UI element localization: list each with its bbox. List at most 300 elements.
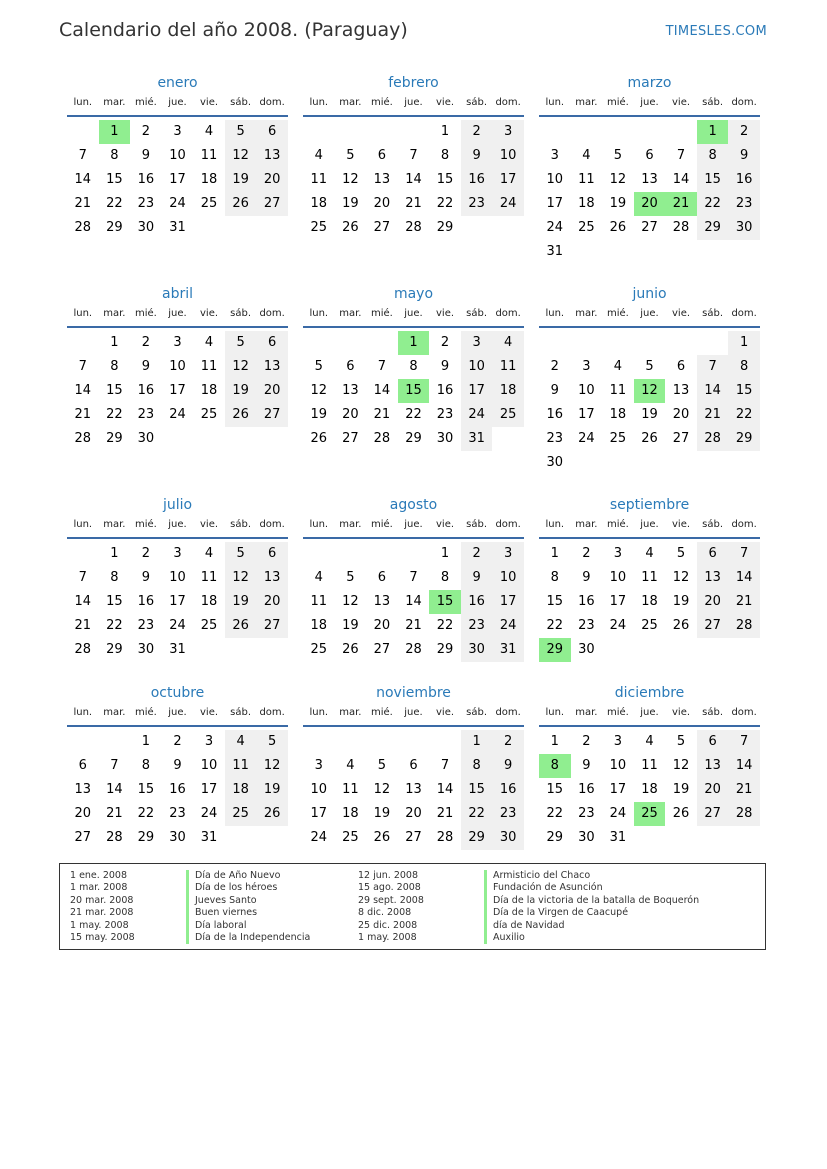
day-cell: 12	[672, 570, 690, 585]
day-cell: 9	[461, 144, 493, 168]
day-cell: 15	[697, 168, 729, 192]
legend-holiday-date: 15 may. 2008	[70, 931, 135, 943]
day-cell: 23	[578, 618, 595, 633]
holiday-day-cell: 25	[634, 802, 666, 826]
day-cell: 15	[546, 594, 564, 609]
holiday-day-cell: 29	[539, 638, 571, 662]
day-cell: 4	[582, 148, 591, 163]
day-cell: 31	[200, 830, 218, 845]
day-cell: 16	[461, 590, 493, 614]
day-cell: 9	[141, 148, 151, 163]
day-cell: 25	[578, 220, 595, 235]
day-cell: 14	[74, 383, 92, 398]
day-cell: 19	[225, 379, 257, 403]
weekday-label: mié.	[606, 519, 629, 530]
legend-holiday-name: día de Navidad	[484, 920, 699, 932]
weekday-header	[67, 93, 288, 117]
day-cell: 28	[373, 431, 391, 446]
day-cell: 14	[728, 754, 760, 778]
day-cell: 22	[106, 618, 123, 633]
weekday-label: lun.	[309, 308, 329, 319]
month-name: julio	[162, 497, 193, 513]
day-cell: 20	[256, 168, 288, 192]
day-cell: 28	[74, 220, 92, 235]
day-cell: 20	[405, 806, 422, 821]
weekday-label: jue.	[404, 308, 423, 319]
day-cell: 21	[697, 403, 729, 427]
day-cell: 27	[256, 614, 288, 638]
day-cell: 22	[436, 196, 454, 211]
weekday-label: dom.	[259, 308, 285, 319]
day-cell: 11	[578, 172, 595, 187]
empty-cell	[335, 331, 367, 355]
day-cell: 14	[373, 383, 391, 398]
day-cell: 19	[342, 196, 359, 211]
day-cell: 4	[645, 734, 654, 749]
day-cell: 7	[377, 359, 387, 374]
day-cell: 26	[310, 431, 328, 446]
weekday-header	[303, 304, 524, 328]
day-cell: 27	[672, 431, 690, 446]
day-cell: 10	[200, 758, 218, 773]
legend-names-right	[484, 870, 699, 944]
day-cell: 21	[373, 407, 391, 422]
legend-dates-right	[358, 870, 424, 944]
weekday-label: mié.	[606, 308, 629, 319]
day-cell: 20	[74, 806, 92, 821]
day-cell: 1	[110, 546, 119, 561]
day-cell: 16	[728, 168, 760, 192]
empty-cell	[303, 730, 335, 754]
day-cell: 28	[74, 431, 92, 446]
day-cell: 7	[78, 570, 87, 585]
day-cell: 27	[405, 830, 422, 845]
day-cell: 12	[609, 172, 627, 187]
weekday-label: vie.	[200, 519, 219, 530]
day-cell: 23	[461, 192, 493, 216]
day-cell: 11	[225, 754, 257, 778]
day-cell: 6	[377, 570, 387, 585]
day-cell: 10	[609, 758, 627, 773]
day-cell: 3	[492, 120, 524, 144]
day-cell: 29	[546, 830, 564, 845]
day-cell: 27	[256, 192, 288, 216]
legend-names-left	[186, 870, 310, 944]
legend-holiday-name: Día de Año Nuevo	[186, 870, 310, 882]
day-cell: 21	[74, 407, 92, 422]
day-cell: 21	[405, 196, 422, 211]
legend-holiday-date: 21 mar. 2008	[70, 907, 134, 919]
day-cell: 9	[141, 359, 151, 374]
weekday-label: mar.	[575, 308, 598, 319]
weekday-label: sáb.	[230, 308, 252, 319]
day-cell: 4	[314, 148, 323, 163]
day-cell: 18	[200, 383, 218, 398]
month-julio	[67, 495, 288, 662]
day-cell: 30	[137, 431, 155, 446]
month-name: mayo	[393, 286, 434, 302]
legend-holiday-name: Día de la victoria de la batalla de Boquerón	[484, 895, 699, 907]
weekday-label: dom.	[731, 308, 757, 319]
day-cell: 21	[728, 590, 760, 614]
empty-cell	[303, 120, 335, 144]
day-cell: 1	[440, 124, 450, 139]
day-cell: 25	[225, 802, 257, 826]
day-cell: 5	[377, 758, 387, 773]
day-cell: 20	[373, 618, 391, 633]
day-cell: 23	[137, 196, 155, 211]
day-cell: 22	[106, 407, 123, 422]
day-cell: 28	[106, 830, 123, 845]
weekday-label: dom.	[495, 308, 521, 319]
weekday-label: dom.	[731, 97, 757, 108]
weekday-label: lun.	[309, 707, 329, 718]
holiday-day-cell: 1	[398, 331, 430, 355]
day-cell: 18	[492, 379, 524, 403]
day-cell: 7	[110, 758, 119, 773]
weekday-label: mar.	[103, 707, 126, 718]
day-cell: 6	[676, 359, 686, 374]
weekday-label: vie.	[672, 519, 691, 530]
day-cell: 9	[728, 144, 760, 168]
day-cell: 10	[609, 570, 627, 585]
day-cell: 23	[546, 431, 564, 446]
day-cell: 27	[373, 220, 391, 235]
day-cell: 12	[225, 566, 257, 590]
day-cell: 19	[256, 778, 288, 802]
weekday-label: jue.	[168, 707, 187, 718]
empty-cell	[697, 331, 729, 355]
day-cell: 22	[405, 407, 422, 422]
day-cell: 23	[137, 618, 155, 633]
day-cell: 14	[697, 379, 729, 403]
day-cell: 30	[728, 216, 760, 240]
day-cell: 14	[74, 172, 92, 187]
empty-cell	[398, 542, 430, 566]
weekday-label: vie.	[436, 97, 455, 108]
day-cell: 6	[256, 331, 288, 355]
day-cell: 24	[310, 830, 328, 845]
day-cell: 11	[342, 782, 359, 797]
day-cell: 19	[672, 782, 690, 797]
day-cell: 10	[546, 172, 564, 187]
day-cell: 23	[492, 802, 524, 826]
day-cell: 1	[461, 730, 493, 754]
day-cell: 29	[436, 642, 454, 657]
weekday-label: jue.	[640, 707, 659, 718]
empty-cell	[67, 542, 99, 566]
month-name: octubre	[150, 685, 205, 701]
holiday-legend	[59, 863, 766, 950]
day-cell: 24	[169, 407, 186, 422]
day-cell: 25	[200, 407, 218, 422]
day-cell: 25	[310, 642, 328, 657]
day-cell: 18	[641, 782, 658, 797]
day-cell: 5	[613, 148, 623, 163]
day-cell: 24	[609, 806, 627, 821]
day-cell: 20	[342, 407, 359, 422]
day-cell: 24	[200, 806, 218, 821]
day-cell: 26	[256, 802, 288, 826]
day-cell: 10	[461, 355, 493, 379]
day-cell: 22	[106, 196, 123, 211]
day-cell: 30	[578, 830, 595, 845]
day-cell: 7	[409, 148, 418, 163]
day-cell: 25	[342, 830, 359, 845]
day-cell: 9	[173, 758, 182, 773]
day-cell: 17	[578, 407, 595, 422]
day-cell: 15	[106, 594, 123, 609]
day-grid	[539, 542, 760, 662]
day-cell: 7	[78, 359, 87, 374]
day-cell: 31	[609, 830, 627, 845]
legend-holiday-date: 1 mar. 2008	[70, 882, 128, 894]
day-cell: 20	[672, 407, 690, 422]
legend-holiday-date: 1 ene. 2008	[70, 870, 127, 881]
legend-holiday-name: Fundación de Asunción	[484, 882, 699, 894]
day-cell: 9	[492, 754, 524, 778]
day-cell: 10	[169, 570, 186, 585]
day-cell: 4	[204, 335, 214, 350]
day-cell: 17	[546, 196, 564, 211]
day-cell: 1	[550, 546, 559, 561]
month-diciembre	[539, 683, 760, 850]
empty-cell	[335, 120, 367, 144]
site-link[interactable]: TIMESLES.COM	[665, 24, 767, 39]
weekday-label: mié.	[370, 519, 393, 530]
day-cell: 30	[578, 642, 595, 657]
day-cell: 26	[225, 192, 257, 216]
day-cell: 2	[141, 335, 151, 350]
weekday-label: lun.	[309, 519, 329, 530]
day-cell: 18	[310, 196, 328, 211]
weekday-label: dom.	[259, 519, 285, 530]
day-cell: 13	[342, 383, 359, 398]
day-grid	[67, 331, 288, 451]
day-cell: 6	[645, 148, 654, 163]
day-cell: 14	[436, 782, 454, 797]
legend-holiday-date: 12 jun. 2008	[358, 870, 419, 881]
empty-cell	[602, 120, 634, 144]
day-cell: 7	[409, 570, 418, 585]
day-cell: 29	[106, 642, 123, 657]
day-cell: 11	[492, 355, 524, 379]
empty-cell	[665, 120, 697, 144]
day-cell: 14	[405, 172, 422, 187]
weekday-label: lun.	[73, 308, 93, 319]
empty-cell	[366, 120, 398, 144]
weekday-label: jue.	[168, 519, 187, 530]
month-mayo	[303, 284, 524, 451]
weekday-header	[67, 515, 288, 539]
day-cell: 16	[578, 782, 595, 797]
weekday-label: vie.	[200, 97, 219, 108]
weekday-label: dom.	[259, 707, 285, 718]
month-enero	[67, 73, 288, 240]
weekday-label: mar.	[575, 97, 598, 108]
day-cell: 2	[550, 359, 559, 374]
day-cell: 28	[728, 802, 760, 826]
weekday-header	[303, 703, 524, 727]
weekday-header	[303, 515, 524, 539]
weekday-label: mar.	[575, 707, 598, 718]
day-cell: 28	[405, 220, 422, 235]
legend-dates-left	[70, 870, 135, 944]
month-name: agosto	[389, 497, 438, 513]
weekday-header	[539, 93, 760, 117]
weekday-header	[303, 93, 524, 117]
day-cell: 27	[373, 642, 391, 657]
day-cell: 10	[310, 782, 328, 797]
day-cell: 26	[342, 220, 359, 235]
day-cell: 2	[492, 730, 524, 754]
month-octubre	[67, 683, 288, 850]
weekday-label: jue.	[404, 519, 423, 530]
day-cell: 2	[173, 734, 182, 749]
day-cell: 19	[672, 594, 690, 609]
weekday-label: dom.	[731, 519, 757, 530]
weekday-label: lun.	[545, 707, 565, 718]
empty-cell	[571, 120, 603, 144]
empty-cell	[335, 730, 367, 754]
weekday-header	[539, 515, 760, 539]
day-cell: 11	[200, 148, 218, 163]
day-cell: 9	[461, 566, 493, 590]
empty-cell	[539, 331, 571, 355]
day-cell: 6	[697, 542, 729, 566]
day-cell: 18	[578, 196, 595, 211]
weekday-label: mar.	[575, 519, 598, 530]
weekday-header	[539, 304, 760, 328]
day-grid	[67, 542, 288, 662]
day-cell: 23	[137, 407, 155, 422]
weekday-label: mié.	[134, 308, 157, 319]
weekday-label: sáb.	[466, 519, 488, 530]
weekday-header	[539, 703, 760, 727]
day-cell: 16	[461, 168, 493, 192]
day-cell: 17	[169, 594, 186, 609]
day-cell: 1	[728, 331, 760, 355]
day-cell: 24	[492, 614, 524, 638]
holiday-day-cell: 21	[665, 192, 697, 216]
day-cell: 28	[672, 220, 690, 235]
legend-holiday-name: Día de los héroes	[186, 882, 310, 894]
day-cell: 11	[310, 594, 328, 609]
day-cell: 30	[436, 431, 454, 446]
weekday-label: mié.	[134, 97, 157, 108]
day-cell: 3	[550, 148, 559, 163]
day-cell: 24	[578, 431, 595, 446]
day-cell: 13	[256, 144, 288, 168]
weekday-label: mar.	[103, 308, 126, 319]
day-cell: 17	[609, 594, 627, 609]
day-cell: 21	[728, 778, 760, 802]
day-cell: 22	[461, 802, 493, 826]
day-cell: 25	[200, 618, 218, 633]
day-cell: 10	[578, 383, 595, 398]
day-cell: 12	[256, 754, 288, 778]
legend-holiday-name: Día de la Virgen de Caacupé	[484, 907, 699, 919]
weekday-label: vie.	[672, 308, 691, 319]
empty-cell	[67, 120, 99, 144]
weekday-label: mié.	[606, 97, 629, 108]
day-cell: 21	[74, 196, 92, 211]
day-cell: 18	[310, 618, 328, 633]
day-cell: 16	[436, 383, 454, 398]
empty-cell	[571, 331, 603, 355]
day-cell: 30	[137, 220, 155, 235]
day-cell: 10	[169, 359, 186, 374]
holiday-day-cell: 8	[539, 754, 571, 778]
weekday-label: mar.	[103, 97, 126, 108]
day-cell: 17	[200, 782, 218, 797]
day-cell: 30	[461, 638, 493, 662]
day-cell: 5	[645, 359, 654, 374]
day-cell: 17	[310, 806, 328, 821]
empty-cell	[335, 542, 367, 566]
day-cell: 18	[225, 778, 257, 802]
day-cell: 16	[169, 782, 186, 797]
day-cell: 20	[697, 590, 729, 614]
day-cell: 25	[310, 220, 328, 235]
day-cell: 13	[256, 566, 288, 590]
weekday-label: mié.	[134, 707, 157, 718]
holiday-day-cell: 15	[398, 379, 430, 403]
day-cell: 4	[204, 546, 214, 561]
day-cell: 8	[550, 570, 559, 585]
day-cell: 13	[373, 594, 391, 609]
day-cell: 15	[728, 379, 760, 403]
day-cell: 15	[436, 172, 454, 187]
weekday-label: sáb.	[466, 707, 488, 718]
day-cell: 15	[546, 782, 564, 797]
day-cell: 13	[256, 355, 288, 379]
weekday-label: vie.	[436, 707, 455, 718]
weekday-label: mar.	[339, 707, 362, 718]
day-cell: 30	[546, 455, 564, 470]
weekday-label: jue.	[168, 97, 187, 108]
weekday-label: lun.	[545, 308, 565, 319]
day-cell: 6	[409, 758, 418, 773]
legend-holiday-name: Armisticio del Chaco	[484, 870, 699, 882]
month-name: junio	[632, 286, 667, 302]
day-cell: 2	[728, 120, 760, 144]
day-cell: 9	[582, 570, 591, 585]
weekday-label: mié.	[370, 707, 393, 718]
day-cell: 27	[256, 403, 288, 427]
day-cell: 29	[728, 427, 760, 451]
day-cell: 5	[346, 570, 355, 585]
legend-holiday-name: Día laboral	[186, 920, 310, 932]
day-cell: 29	[436, 220, 454, 235]
day-cell: 8	[461, 754, 493, 778]
weekday-label: mar.	[339, 519, 362, 530]
weekday-label: sáb.	[702, 519, 724, 530]
day-cell: 16	[137, 594, 155, 609]
day-cell: 2	[461, 542, 493, 566]
legend-holiday-date: 29 sept. 2008	[358, 894, 424, 906]
weekday-label: sáb.	[702, 308, 724, 319]
day-cell: 3	[173, 335, 182, 350]
day-cell: 29	[405, 431, 422, 446]
day-cell: 19	[310, 407, 328, 422]
day-cell: 26	[225, 403, 257, 427]
day-cell: 20	[373, 196, 391, 211]
weekday-label: lun.	[309, 97, 329, 108]
weekday-label: sáb.	[466, 308, 488, 319]
day-cell: 27	[697, 802, 729, 826]
day-cell: 30	[137, 642, 155, 657]
